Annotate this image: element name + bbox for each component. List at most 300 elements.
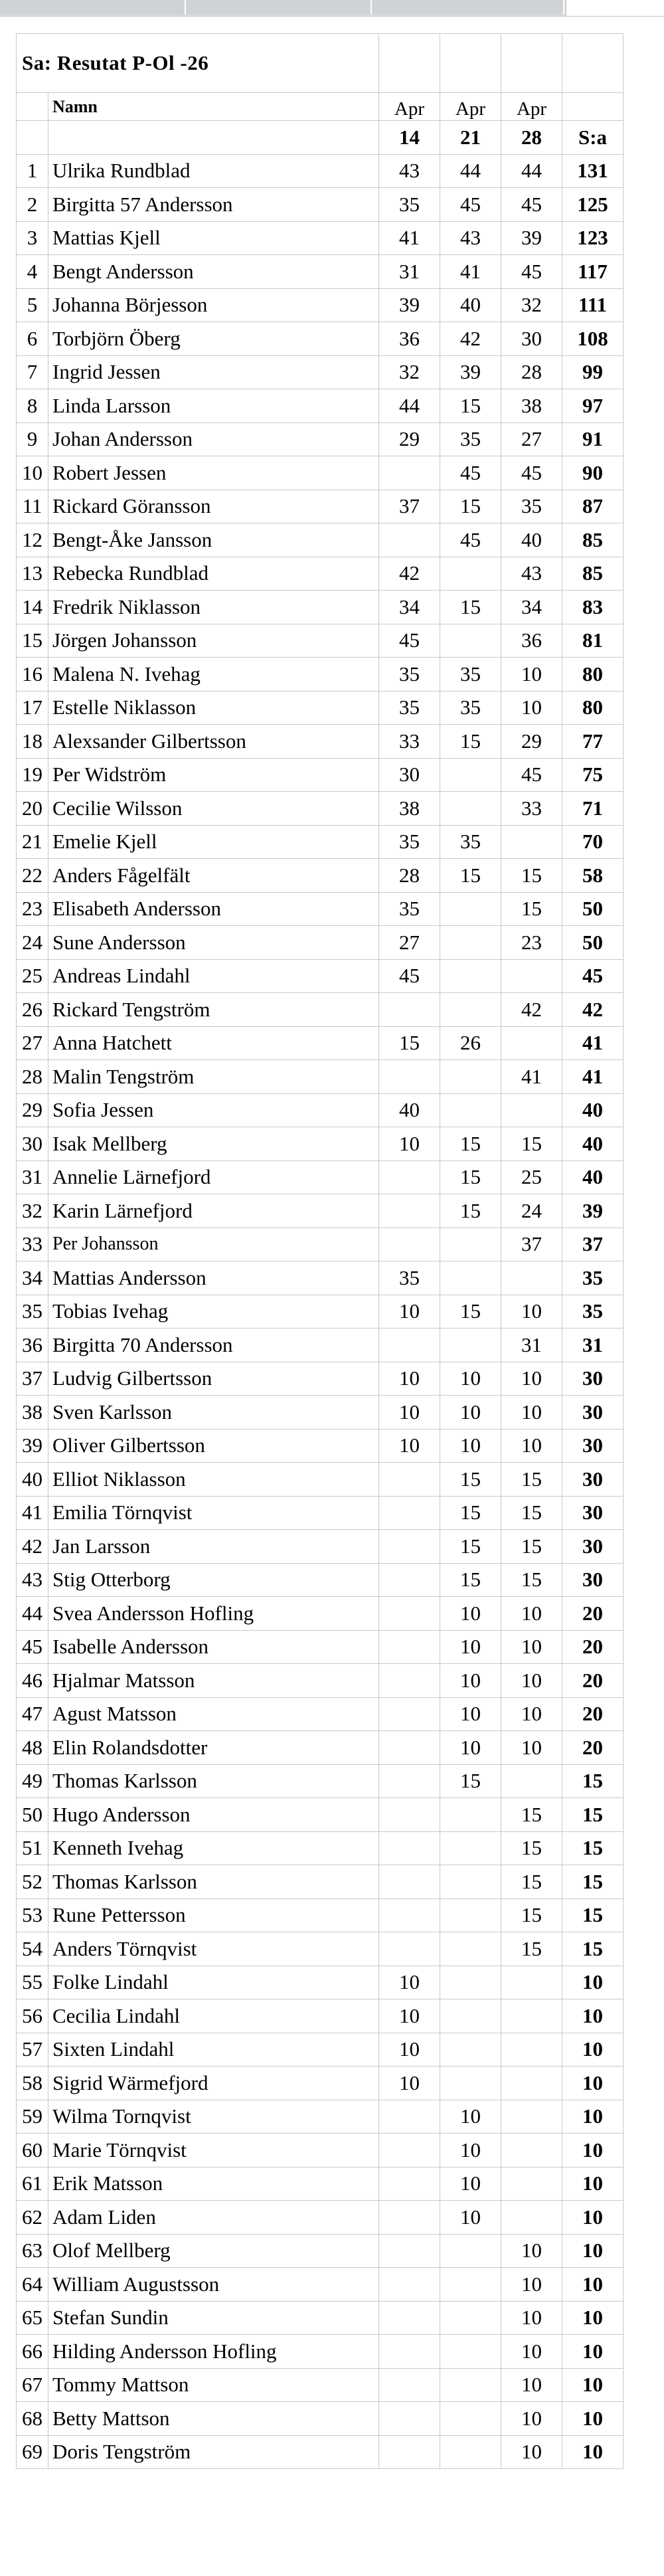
round-1-cell[interactable]: 40 — [379, 1093, 440, 1127]
round-3-cell[interactable]: 31 — [501, 1329, 562, 1362]
total-cell[interactable]: 80 — [562, 691, 623, 725]
round-3-cell[interactable]: 37 — [501, 1228, 562, 1261]
round-3-cell[interactable]: 44 — [501, 154, 562, 188]
name-cell[interactable]: Malin Tengström — [48, 1060, 379, 1094]
cell[interactable] — [48, 121, 379, 155]
name-cell[interactable]: Malena N. Ivehag — [48, 658, 379, 691]
round-1-cell[interactable] — [379, 1731, 440, 1765]
round-2-cell[interactable] — [440, 2402, 501, 2436]
round-2-cell[interactable]: 10 — [440, 1597, 501, 1631]
total-cell[interactable]: 10 — [562, 2301, 623, 2335]
rank-cell[interactable]: 2 — [17, 188, 48, 222]
total-cell[interactable]: 15 — [562, 1932, 623, 1966]
round-1-cell[interactable]: 35 — [379, 658, 440, 691]
name-column-header[interactable]: Namn — [48, 93, 379, 121]
round-1-cell[interactable] — [379, 1228, 440, 1261]
round-3-cell[interactable] — [501, 1764, 562, 1798]
rank-cell[interactable]: 64 — [17, 2268, 48, 2302]
rank-cell[interactable]: 67 — [17, 2368, 48, 2402]
rank-cell[interactable]: 27 — [17, 1026, 48, 1060]
round-2-cell[interactable] — [440, 1865, 501, 1899]
round-3-cell[interactable]: 45 — [501, 456, 562, 490]
day-header-3[interactable]: 28 — [501, 121, 562, 155]
cell[interactable] — [379, 34, 440, 93]
round-3-cell[interactable]: 10 — [501, 1664, 562, 1698]
name-cell[interactable]: Cecilia Lindahl — [48, 1999, 379, 2033]
round-3-cell[interactable]: 10 — [501, 1362, 562, 1396]
round-2-cell[interactable] — [440, 2234, 501, 2268]
round-2-cell[interactable] — [440, 624, 501, 658]
round-3-cell[interactable] — [501, 2033, 562, 2067]
round-2-cell[interactable]: 40 — [440, 288, 501, 322]
name-cell[interactable]: Thomas Karlsson — [48, 1764, 379, 1798]
round-1-cell[interactable] — [379, 1160, 440, 1194]
rank-cell[interactable]: 11 — [17, 490, 48, 523]
cell[interactable] — [17, 121, 48, 155]
rank-cell[interactable]: 68 — [17, 2402, 48, 2436]
total-cell[interactable]: 10 — [562, 2435, 623, 2469]
cell[interactable] — [562, 93, 623, 121]
name-cell[interactable]: Doris Tengström — [48, 2435, 379, 2469]
rank-cell[interactable]: 53 — [17, 1898, 48, 1932]
round-2-cell[interactable] — [440, 2435, 501, 2469]
total-cell[interactable]: 75 — [562, 758, 623, 792]
sum-column-header[interactable]: S:a — [562, 121, 623, 155]
name-cell[interactable]: Alexsander Gilbertsson — [48, 725, 379, 759]
name-cell[interactable]: Fredrik Niklasson — [48, 591, 379, 624]
sheet-tab-2[interactable] — [186, 0, 372, 15]
round-2-cell[interactable] — [440, 1093, 501, 1127]
round-1-cell[interactable]: 10 — [379, 2033, 440, 2067]
round-3-cell[interactable] — [501, 2067, 562, 2100]
name-cell[interactable]: Emilia Törnqvist — [48, 1496, 379, 1530]
round-1-cell[interactable]: 42 — [379, 557, 440, 591]
round-3-cell[interactable]: 24 — [501, 1194, 562, 1228]
rank-cell[interactable]: 54 — [17, 1932, 48, 1966]
round-3-cell[interactable]: 10 — [501, 658, 562, 691]
name-cell[interactable]: Andreas Lindahl — [48, 959, 379, 993]
round-2-cell[interactable]: 42 — [440, 322, 501, 356]
rank-cell[interactable]: 39 — [17, 1429, 48, 1463]
name-cell[interactable]: Svea Andersson Hofling — [48, 1597, 379, 1631]
round-2-cell[interactable] — [440, 1831, 501, 1865]
name-cell[interactable]: Sigrid Wärmefjord — [48, 2067, 379, 2100]
total-cell[interactable]: 83 — [562, 591, 623, 624]
name-cell[interactable]: Hugo Andersson — [48, 1798, 379, 1832]
total-cell[interactable]: 30 — [562, 1463, 623, 1497]
round-2-cell[interactable]: 45 — [440, 523, 501, 557]
round-3-cell[interactable]: 15 — [501, 859, 562, 893]
round-1-cell[interactable]: 35 — [379, 825, 440, 859]
total-cell[interactable]: 30 — [562, 1429, 623, 1463]
rank-cell[interactable]: 30 — [17, 1127, 48, 1161]
total-cell[interactable]: 58 — [562, 859, 623, 893]
round-2-cell[interactable]: 15 — [440, 1127, 501, 1161]
name-cell[interactable]: Anders Törnqvist — [48, 1932, 379, 1966]
name-cell[interactable]: Bengt-Åke Jansson — [48, 523, 379, 557]
total-cell[interactable]: 87 — [562, 490, 623, 523]
day-header-2[interactable]: 21 — [440, 121, 501, 155]
total-cell[interactable]: 111 — [562, 288, 623, 322]
round-2-cell[interactable] — [440, 2067, 501, 2100]
rank-cell[interactable]: 16 — [17, 658, 48, 691]
round-3-cell[interactable]: 10 — [501, 2368, 562, 2402]
total-cell[interactable]: 80 — [562, 658, 623, 691]
round-1-cell[interactable] — [379, 1697, 440, 1731]
round-3-cell[interactable]: 10 — [501, 2435, 562, 2469]
total-cell[interactable]: 45 — [562, 959, 623, 993]
name-cell[interactable]: Cecilie Wilsson — [48, 792, 379, 826]
total-cell[interactable]: 20 — [562, 1664, 623, 1698]
name-cell[interactable]: Elliot Niklasson — [48, 1463, 379, 1497]
rank-cell[interactable]: 62 — [17, 2201, 48, 2235]
total-cell[interactable]: 40 — [562, 1093, 623, 1127]
name-cell[interactable]: Stig Otterborg — [48, 1563, 379, 1597]
round-2-cell[interactable]: 15 — [440, 490, 501, 523]
round-2-cell[interactable]: 45 — [440, 188, 501, 222]
round-1-cell[interactable]: 45 — [379, 624, 440, 658]
round-3-cell[interactable]: 15 — [501, 1898, 562, 1932]
round-2-cell[interactable] — [440, 1261, 501, 1295]
round-1-cell[interactable]: 10 — [379, 1127, 440, 1161]
round-1-cell[interactable]: 29 — [379, 422, 440, 456]
round-3-cell[interactable]: 32 — [501, 288, 562, 322]
rank-cell[interactable]: 48 — [17, 1731, 48, 1765]
rank-cell[interactable]: 33 — [17, 1228, 48, 1261]
round-2-cell[interactable] — [440, 2301, 501, 2335]
rank-cell[interactable]: 59 — [17, 2100, 48, 2134]
cell[interactable] — [440, 34, 501, 93]
total-cell[interactable]: 70 — [562, 825, 623, 859]
round-1-cell[interactable]: 27 — [379, 926, 440, 960]
round-1-cell[interactable] — [379, 2335, 440, 2369]
name-cell[interactable]: Birgitta 70 Andersson — [48, 1329, 379, 1362]
month-header-2[interactable]: Apr — [440, 93, 501, 121]
name-cell[interactable]: Annelie Lärnefjord — [48, 1160, 379, 1194]
round-3-cell[interactable] — [501, 1026, 562, 1060]
name-cell[interactable]: Tommy Mattson — [48, 2368, 379, 2402]
rank-cell[interactable]: 57 — [17, 2033, 48, 2067]
rank-cell[interactable]: 6 — [17, 322, 48, 356]
total-cell[interactable]: 10 — [562, 2134, 623, 2167]
round-3-cell[interactable] — [501, 1966, 562, 1999]
rank-cell[interactable]: 14 — [17, 591, 48, 624]
total-cell[interactable]: 15 — [562, 1865, 623, 1899]
rank-cell[interactable]: 15 — [17, 624, 48, 658]
round-3-cell[interactable]: 10 — [501, 1630, 562, 1664]
round-1-cell[interactable]: 45 — [379, 959, 440, 993]
name-cell[interactable]: Isabelle Andersson — [48, 1630, 379, 1664]
total-cell[interactable]: 71 — [562, 792, 623, 826]
round-3-cell[interactable]: 10 — [501, 2335, 562, 2369]
total-cell[interactable]: 15 — [562, 1798, 623, 1832]
round-1-cell[interactable] — [379, 2134, 440, 2167]
round-3-cell[interactable]: 10 — [501, 2301, 562, 2335]
rank-cell[interactable]: 19 — [17, 758, 48, 792]
round-3-cell[interactable]: 10 — [501, 2234, 562, 2268]
round-2-cell[interactable] — [440, 959, 501, 993]
round-2-cell[interactable] — [440, 2268, 501, 2302]
round-3-cell[interactable] — [501, 825, 562, 859]
round-3-cell[interactable]: 30 — [501, 322, 562, 356]
total-cell[interactable]: 108 — [562, 322, 623, 356]
round-2-cell[interactable] — [440, 792, 501, 826]
round-1-cell[interactable]: 35 — [379, 1261, 440, 1295]
round-1-cell[interactable]: 39 — [379, 288, 440, 322]
round-2-cell[interactable]: 15 — [440, 1496, 501, 1530]
round-3-cell[interactable] — [501, 2201, 562, 2235]
round-2-cell[interactable] — [440, 557, 501, 591]
sheet-tab-1[interactable] — [0, 0, 186, 15]
total-cell[interactable]: 10 — [562, 2268, 623, 2302]
rank-cell[interactable]: 66 — [17, 2335, 48, 2369]
total-cell[interactable]: 15 — [562, 1764, 623, 1798]
rank-cell[interactable]: 45 — [17, 1630, 48, 1664]
round-1-cell[interactable]: 10 — [379, 1429, 440, 1463]
total-cell[interactable]: 20 — [562, 1731, 623, 1765]
sheet-title[interactable]: Sa: Resutat P-Ol -26 — [17, 34, 379, 93]
rank-cell[interactable]: 29 — [17, 1093, 48, 1127]
round-2-cell[interactable]: 15 — [440, 1530, 501, 1564]
round-1-cell[interactable] — [379, 2268, 440, 2302]
rank-cell[interactable]: 60 — [17, 2134, 48, 2167]
round-2-cell[interactable]: 35 — [440, 691, 501, 725]
month-header-1[interactable]: Apr — [379, 93, 440, 121]
name-cell[interactable]: Adam Liden — [48, 2201, 379, 2235]
round-3-cell[interactable]: 15 — [501, 1798, 562, 1832]
total-cell[interactable]: 117 — [562, 255, 623, 289]
name-cell[interactable]: Betty Mattson — [48, 2402, 379, 2436]
name-cell[interactable]: Per Johansson — [48, 1228, 379, 1261]
rank-cell[interactable]: 56 — [17, 1999, 48, 2033]
round-2-cell[interactable]: 15 — [440, 1160, 501, 1194]
rank-cell[interactable]: 41 — [17, 1496, 48, 1530]
round-2-cell[interactable] — [440, 926, 501, 960]
rank-cell[interactable]: 44 — [17, 1597, 48, 1631]
total-cell[interactable]: 85 — [562, 523, 623, 557]
total-cell[interactable]: 97 — [562, 389, 623, 423]
round-3-cell[interactable]: 34 — [501, 591, 562, 624]
total-cell[interactable]: 85 — [562, 557, 623, 591]
round-3-cell[interactable]: 10 — [501, 1396, 562, 1429]
total-cell[interactable]: 31 — [562, 1329, 623, 1362]
round-2-cell[interactable]: 10 — [440, 1731, 501, 1765]
name-cell[interactable]: Sune Andersson — [48, 926, 379, 960]
name-cell[interactable]: Jan Larsson — [48, 1530, 379, 1564]
round-1-cell[interactable]: 35 — [379, 188, 440, 222]
total-cell[interactable]: 41 — [562, 1026, 623, 1060]
round-3-cell[interactable] — [501, 2100, 562, 2134]
round-3-cell[interactable]: 15 — [501, 1127, 562, 1161]
name-cell[interactable]: Oliver Gilbertsson — [48, 1429, 379, 1463]
rank-cell[interactable]: 12 — [17, 523, 48, 557]
round-1-cell[interactable]: 10 — [379, 1999, 440, 2033]
rank-cell[interactable]: 35 — [17, 1295, 48, 1329]
round-3-cell[interactable]: 15 — [501, 1496, 562, 1530]
round-2-cell[interactable]: 35 — [440, 658, 501, 691]
round-1-cell[interactable] — [379, 1932, 440, 1966]
total-cell[interactable]: 91 — [562, 422, 623, 456]
rank-cell[interactable]: 5 — [17, 288, 48, 322]
total-cell[interactable]: 39 — [562, 1194, 623, 1228]
rank-cell[interactable]: 32 — [17, 1194, 48, 1228]
total-cell[interactable]: 20 — [562, 1630, 623, 1664]
rank-cell[interactable]: 23 — [17, 892, 48, 926]
round-1-cell[interactable]: 35 — [379, 892, 440, 926]
rank-cell[interactable]: 52 — [17, 1865, 48, 1899]
round-2-cell[interactable] — [440, 1329, 501, 1362]
rank-cell[interactable]: 18 — [17, 725, 48, 759]
round-1-cell[interactable]: 41 — [379, 221, 440, 255]
day-header-1[interactable]: 14 — [379, 121, 440, 155]
round-2-cell[interactable]: 10 — [440, 2100, 501, 2134]
name-cell[interactable]: Hilding Andersson Hofling — [48, 2335, 379, 2369]
round-3-cell[interactable]: 10 — [501, 1295, 562, 1329]
round-1-cell[interactable]: 10 — [379, 2067, 440, 2100]
name-cell[interactable]: Rebecka Rundblad — [48, 557, 379, 591]
total-cell[interactable]: 81 — [562, 624, 623, 658]
name-cell[interactable]: Estelle Niklasson — [48, 691, 379, 725]
round-3-cell[interactable]: 41 — [501, 1060, 562, 1094]
rank-cell[interactable]: 21 — [17, 825, 48, 859]
round-1-cell[interactable] — [379, 1764, 440, 1798]
round-1-cell[interactable] — [379, 2234, 440, 2268]
rank-cell[interactable]: 31 — [17, 1160, 48, 1194]
round-3-cell[interactable]: 10 — [501, 1429, 562, 1463]
round-3-cell[interactable]: 39 — [501, 221, 562, 255]
round-1-cell[interactable]: 33 — [379, 725, 440, 759]
name-cell[interactable]: Anders Fågelfält — [48, 859, 379, 893]
name-cell[interactable]: Folke Lindahl — [48, 1966, 379, 1999]
name-cell[interactable]: Hjalmar Matsson — [48, 1664, 379, 1698]
name-cell[interactable]: Mattias Andersson — [48, 1261, 379, 1295]
round-1-cell[interactable] — [379, 1630, 440, 1664]
round-1-cell[interactable] — [379, 1060, 440, 1094]
round-2-cell[interactable]: 10 — [440, 2201, 501, 2235]
round-3-cell[interactable] — [501, 2167, 562, 2201]
round-1-cell[interactable] — [379, 1664, 440, 1698]
round-2-cell[interactable]: 15 — [440, 1563, 501, 1597]
name-cell[interactable]: Ulrika Rundblad — [48, 154, 379, 188]
cell[interactable] — [562, 34, 623, 93]
round-3-cell[interactable]: 43 — [501, 557, 562, 591]
round-3-cell[interactable]: 27 — [501, 422, 562, 456]
round-3-cell[interactable]: 15 — [501, 1831, 562, 1865]
round-2-cell[interactable]: 15 — [440, 725, 501, 759]
total-cell[interactable]: 90 — [562, 456, 623, 490]
rank-cell[interactable]: 43 — [17, 1563, 48, 1597]
name-cell[interactable]: Rickard Tengström — [48, 993, 379, 1027]
round-1-cell[interactable]: 10 — [379, 1396, 440, 1429]
rank-cell[interactable]: 46 — [17, 1664, 48, 1698]
rank-cell[interactable]: 1 — [17, 154, 48, 188]
name-cell[interactable]: Erik Matsson — [48, 2167, 379, 2201]
round-2-cell[interactable]: 15 — [440, 1463, 501, 1497]
rank-cell[interactable]: 34 — [17, 1261, 48, 1295]
cell[interactable] — [17, 93, 48, 121]
round-2-cell[interactable]: 10 — [440, 1697, 501, 1731]
name-cell[interactable]: Karin Lärnefjord — [48, 1194, 379, 1228]
round-1-cell[interactable] — [379, 2167, 440, 2201]
name-cell[interactable]: Anna Hatchett — [48, 1026, 379, 1060]
name-cell[interactable]: Thomas Karlsson — [48, 1865, 379, 1899]
rank-cell[interactable]: 40 — [17, 1463, 48, 1497]
round-3-cell[interactable] — [501, 1093, 562, 1127]
round-2-cell[interactable]: 10 — [440, 1396, 501, 1429]
round-3-cell[interactable]: 10 — [501, 691, 562, 725]
name-cell[interactable]: Sixten Lindahl — [48, 2033, 379, 2067]
total-cell[interactable]: 30 — [562, 1496, 623, 1530]
rank-cell[interactable]: 13 — [17, 557, 48, 591]
round-3-cell[interactable]: 33 — [501, 792, 562, 826]
round-1-cell[interactable]: 30 — [379, 758, 440, 792]
rank-cell[interactable]: 58 — [17, 2067, 48, 2100]
rank-cell[interactable]: 51 — [17, 1831, 48, 1865]
round-1-cell[interactable]: 35 — [379, 691, 440, 725]
total-cell[interactable]: 42 — [562, 993, 623, 1027]
round-1-cell[interactable] — [379, 1530, 440, 1564]
round-2-cell[interactable]: 45 — [440, 456, 501, 490]
round-1-cell[interactable] — [379, 523, 440, 557]
round-2-cell[interactable]: 10 — [440, 1630, 501, 1664]
round-3-cell[interactable]: 40 — [501, 523, 562, 557]
name-cell[interactable]: Mattias Kjell — [48, 221, 379, 255]
total-cell[interactable]: 10 — [562, 2368, 623, 2402]
name-cell[interactable]: Linda Larsson — [48, 389, 379, 423]
total-cell[interactable]: 15 — [562, 1898, 623, 1932]
round-3-cell[interactable]: 15 — [501, 1932, 562, 1966]
rank-cell[interactable]: 37 — [17, 1362, 48, 1396]
round-1-cell[interactable] — [379, 1798, 440, 1832]
total-cell[interactable]: 77 — [562, 725, 623, 759]
total-cell[interactable]: 20 — [562, 1697, 623, 1731]
round-3-cell[interactable]: 28 — [501, 355, 562, 389]
name-cell[interactable]: Olof Mellberg — [48, 2234, 379, 2268]
round-1-cell[interactable] — [379, 1496, 440, 1530]
name-cell[interactable]: Johanna Börjesson — [48, 288, 379, 322]
round-1-cell[interactable] — [379, 1898, 440, 1932]
round-3-cell[interactable]: 45 — [501, 188, 562, 222]
total-cell[interactable]: 40 — [562, 1160, 623, 1194]
round-2-cell[interactable]: 35 — [440, 422, 501, 456]
name-cell[interactable]: Isak Mellberg — [48, 1127, 379, 1161]
round-1-cell[interactable] — [379, 1194, 440, 1228]
total-cell[interactable]: 15 — [562, 1831, 623, 1865]
round-2-cell[interactable]: 39 — [440, 355, 501, 389]
total-cell[interactable]: 10 — [562, 2402, 623, 2436]
round-2-cell[interactable] — [440, 1932, 501, 1966]
round-1-cell[interactable] — [379, 2368, 440, 2402]
round-2-cell[interactable] — [440, 2368, 501, 2402]
rank-cell[interactable]: 3 — [17, 221, 48, 255]
round-3-cell[interactable] — [501, 1261, 562, 1295]
name-cell[interactable]: Marie Törnqvist — [48, 2134, 379, 2167]
name-cell[interactable]: Wilma Tornqvist — [48, 2100, 379, 2134]
round-1-cell[interactable] — [379, 456, 440, 490]
round-1-cell[interactable]: 31 — [379, 255, 440, 289]
rank-cell[interactable]: 55 — [17, 1966, 48, 1999]
rank-cell[interactable]: 9 — [17, 422, 48, 456]
round-2-cell[interactable]: 15 — [440, 1764, 501, 1798]
round-1-cell[interactable] — [379, 1563, 440, 1597]
rank-cell[interactable]: 7 — [17, 355, 48, 389]
total-cell[interactable]: 20 — [562, 1597, 623, 1631]
round-3-cell[interactable]: 45 — [501, 758, 562, 792]
round-1-cell[interactable]: 15 — [379, 1026, 440, 1060]
total-cell[interactable]: 41 — [562, 1060, 623, 1094]
round-1-cell[interactable] — [379, 2100, 440, 2134]
name-cell[interactable]: Per Widström — [48, 758, 379, 792]
